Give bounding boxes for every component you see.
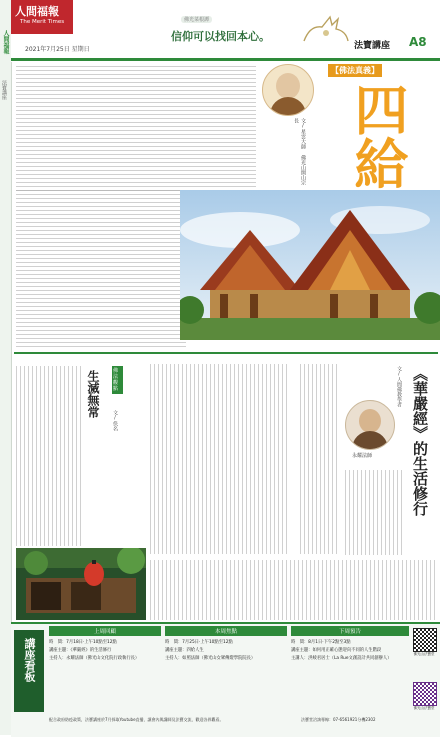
- footer-note: 配合政府防疫政策，法寶講座於7月採取Youtube直播，讓會內與講師及法寶交流，歡迎各界觀看。: [49, 717, 224, 722]
- footer: [11, 622, 440, 737]
- deer-ornament-icon: [296, 5, 356, 45]
- section-title: 法寶講座: [354, 41, 391, 51]
- brand-logo: 人間福報: [15, 5, 59, 18]
- footer-col-head: 下周預告: [291, 626, 409, 636]
- second-title: 《華嚴經》的生活修行: [411, 366, 429, 516]
- feature-text-block-2: [16, 194, 186, 350]
- footer-col-line1: 時 間：8月1日‧下午2點至3點: [291, 640, 351, 645]
- second-text-bottom-right: [345, 470, 405, 555]
- third-tag: 佛法觀點: [112, 366, 123, 394]
- feature-text-block-1: [16, 66, 256, 188]
- page-number: A8: [409, 35, 427, 49]
- author-photo: [262, 64, 314, 116]
- footer-contact: 法寶堂洽詢專線：07-6561921分機2302: [301, 717, 376, 722]
- footer-col-line3: 主持人：永耀法師（佛光山文化院行政執行長）: [49, 656, 140, 661]
- footer-col-head: 本周焦點: [165, 626, 287, 636]
- third-byline: 文/佚名: [112, 410, 118, 431]
- footer-col-2: [165, 626, 287, 661]
- footer-col-line2: 講座主題：四給人生: [165, 648, 204, 653]
- footer-col-line3: 主講人：洪綾君居士（La Rue文創設計共同創辦人）: [291, 656, 392, 661]
- edge-label: 人間福報: [2, 30, 9, 54]
- footer-col-line2: 講座主題：《華嚴經》的生活修行: [49, 648, 112, 653]
- footer-col-line1: 時 間：7月18日‧上午10點至12點: [49, 640, 117, 645]
- second-author-photo: [345, 400, 395, 450]
- second-text-lower: [150, 560, 435, 620]
- qr-caption-1: 佛光山法寶堂: [413, 652, 435, 656]
- footer-col-line2: 講座主題：如何用正確心態迎向不同的人生階段: [291, 648, 382, 653]
- third-title: 生滅無常: [86, 370, 100, 418]
- header-rule: [11, 58, 440, 61]
- edge-sub: 法寶講座: [1, 80, 7, 100]
- footer-col-head: 上周回顧: [49, 626, 161, 636]
- feature-byline: 文/星雲大師 佛光山開山宗長: [293, 118, 306, 185]
- feature-title: 四給: [346, 82, 410, 190]
- qr-code-1[interactable]: [413, 628, 437, 652]
- footer-col-line3: 主持人：如照法師（佛光山女眾傳燈學院院長）: [165, 656, 256, 661]
- lantern-photo: [16, 548, 146, 620]
- motto-small: 佛光菜根譚: [181, 16, 212, 23]
- footer-col-line1: 時 間：7月25日‧上午10點至12點: [165, 640, 233, 645]
- footer-col-3: [291, 626, 409, 661]
- third-text: [16, 366, 82, 546]
- footer-col-1: [49, 626, 161, 661]
- qr-caption-2: 佛光山法寶堂: [413, 706, 435, 710]
- second-text-main: [150, 364, 290, 554]
- motto: 信仰可以找回本心。: [171, 30, 270, 43]
- second-author-caption: 永耀法師: [352, 453, 373, 459]
- column-tag: 【佛法真義】: [328, 64, 382, 77]
- brand-en: The Merit Times: [20, 19, 65, 25]
- section-separator: [14, 352, 438, 354]
- second-byline: 文/人間佛教學者: [396, 366, 402, 407]
- footer-block-title: 講座看板: [23, 638, 36, 682]
- second-text-right: [300, 364, 340, 554]
- temple-photo: [180, 190, 440, 340]
- qr-code-2[interactable]: [413, 682, 437, 706]
- header: [11, 0, 440, 62]
- date-line: 2021年7月25日 星期日: [25, 46, 90, 53]
